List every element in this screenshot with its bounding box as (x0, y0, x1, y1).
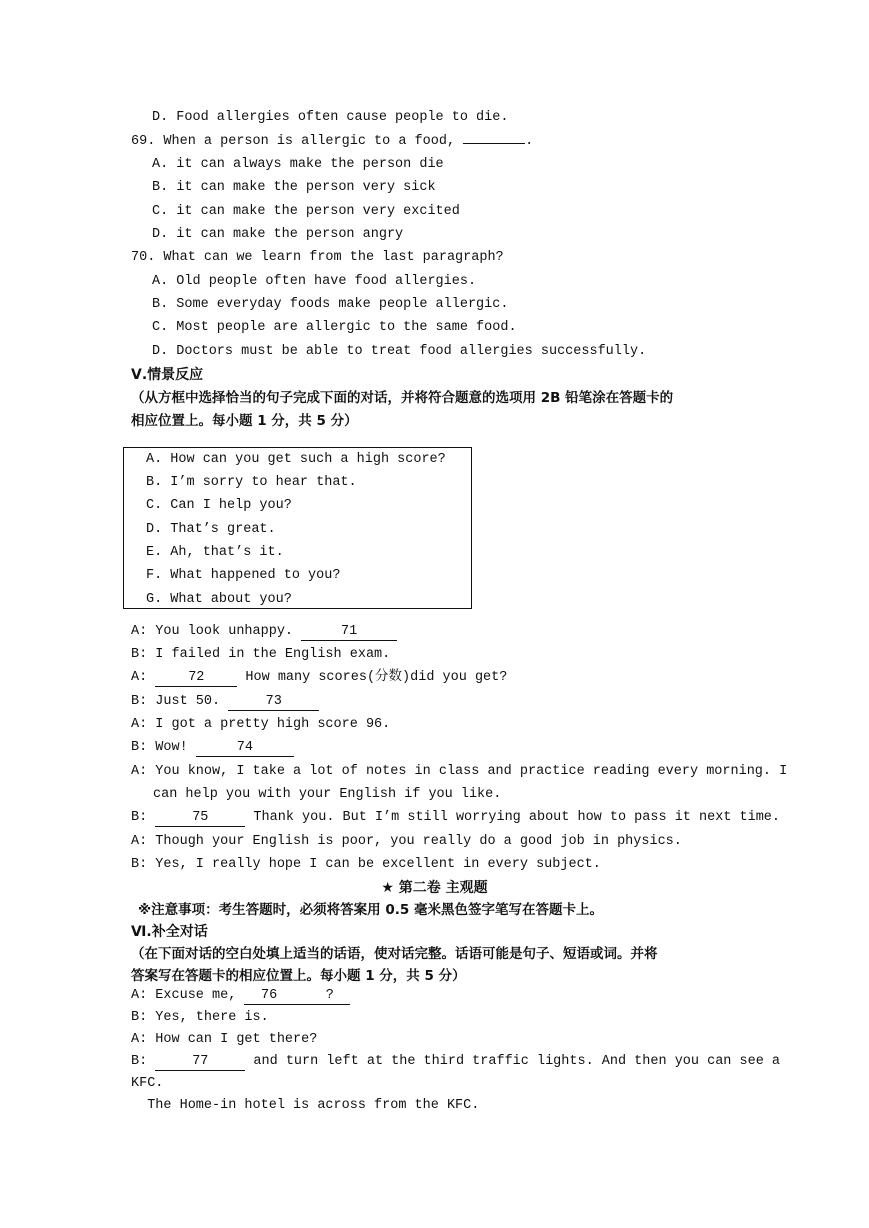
q70-option-d: D. Doctors must be able to treat food allergies successfully. (152, 344, 647, 359)
blank-76 (244, 988, 350, 1005)
dialogue5-line-7b: can help you with your English if you like. (153, 787, 502, 802)
box-option-f: F. What happened to you? (146, 568, 341, 583)
section5-instruction-1: （从方框中选择恰当的句子完成下面的对话，并将符合题意的选项用 2B 铅笔涂在答题卡的 (131, 390, 674, 406)
dialogue6-line-2: B: Yes, there is. (131, 1010, 269, 1025)
dialogue6-line-4b: KFC. (131, 1076, 164, 1091)
q69-stem-prefix: 69. When a person is allergic to a food, (131, 134, 456, 149)
dialogue6-line-4 (131, 1053, 780, 1071)
dialogue6-line-4-text: and turn left at the third traffic lights. And then you can see a (253, 1054, 781, 1069)
part2-notice: ※注意事项：考生答题时，必须将答案用 0.5 毫米黑色签字笔写在答题卡上。 (138, 902, 603, 918)
section6-instruction-1: （在下面对话的空白处填上适当的话语，使对话完整。话语可能是句子、短语或词。并将 (131, 946, 658, 962)
q69-option-d: D. it can make the person angry (152, 227, 404, 242)
dialogue6-line-1-text: A: Excuse me, (131, 988, 237, 1003)
box-option-a: A. How can you get such a high score? (146, 452, 446, 467)
dialogue5-line-6-text: B: Wow! (131, 740, 188, 755)
q70-option-c: C. Most people are allergic to the same food. (152, 320, 517, 335)
q70-option-b: B. Some everyday foods make people allergic. (152, 297, 509, 312)
dialogue5-line-3 (131, 669, 507, 687)
q70-option-a: A. Old people often have food allergies. (152, 274, 477, 289)
section6-title: Ⅵ.补全对话 (131, 924, 208, 940)
dialogue5-line-8 (131, 809, 780, 827)
dialogue6-line-1 (131, 987, 350, 1005)
blank-72: 72 (155, 670, 237, 687)
part2-title: ★ 第二卷 主观题 (381, 880, 488, 896)
dialogue5-line-4-text: B: Just 50. (131, 694, 221, 709)
q69-option-c: C. it can make the person very excited (152, 204, 460, 219)
box-option-g: G. What about you? (146, 592, 292, 607)
blank-74: 74 (196, 740, 294, 757)
q69-blank (463, 143, 525, 144)
q69-option-a: A. it can always make the person die (152, 157, 444, 172)
dialogue5-line-1-text: A: You look unhappy. (131, 624, 294, 639)
section5-title: Ⅴ.情景反应 (131, 367, 204, 383)
box-option-e: E. Ah, that’s it. (146, 545, 284, 560)
dialogue5-line-5: A: I got a pretty high score 96. (131, 717, 391, 732)
blank-71: 71 (301, 624, 397, 641)
dialogue5-line-2: B: I failed in the English exam. (131, 647, 391, 662)
dialogue5-line-6 (131, 739, 294, 757)
section5-instruction-2: 相应位置上。每小题 1 分，共 5 分） (131, 413, 358, 429)
dialogue5-line-8-speaker: B: (131, 810, 148, 825)
blank-75: 75 (155, 810, 245, 827)
blank-76-number: 76 (260, 988, 278, 1003)
dialogue6-line-4-speaker: B: (131, 1054, 148, 1069)
blank-73: 73 (228, 694, 319, 711)
box-option-b: B. I’m sorry to hear that. (146, 475, 357, 490)
q69-stem-suffix: . (525, 134, 534, 149)
dialogue5-line-8-text: Thank you. But I’m still worrying about how to pass it next time. (253, 810, 781, 825)
blank-76-question-mark: ? (325, 988, 334, 1003)
q69-option-b: B. it can make the person very sick (152, 180, 436, 195)
dialogue5-line-3-text: How many scores(分数)did you get? (245, 670, 508, 685)
dialogue6-line-3: A: How can I get there? (131, 1032, 318, 1047)
box-option-c: C. Can I help you? (146, 498, 292, 513)
dialogue6-line-5: The Home-in hotel is across from the KFC. (131, 1098, 480, 1113)
q70-stem: 70. What can we learn from the last paragraph? (131, 250, 504, 265)
box-option-d: D. That’s great. (146, 522, 276, 537)
q69-stem (131, 133, 533, 151)
section6-instruction-2: 答案写在答题卡的相应位置上。每小题 1 分，共 5 分） (131, 968, 466, 984)
dialogue5-line-10: B: Yes, I really hope I can be excellent in every subject. (131, 857, 601, 872)
q68-option-d: D. Food allergies often cause people to die. (152, 110, 509, 125)
dialogue5-line-4 (131, 693, 319, 711)
dialogue5-line-1 (131, 623, 397, 641)
dialogue5-line-9: A: Though your English is poor, you really do a good job in physics. (131, 834, 682, 849)
blank-77: 77 (155, 1054, 245, 1071)
dialogue5-line-3-speaker: A: (131, 670, 148, 685)
dialogue5-line-7a: A: You know, I take a lot of notes in class and practice reading every morning. I (131, 764, 788, 779)
